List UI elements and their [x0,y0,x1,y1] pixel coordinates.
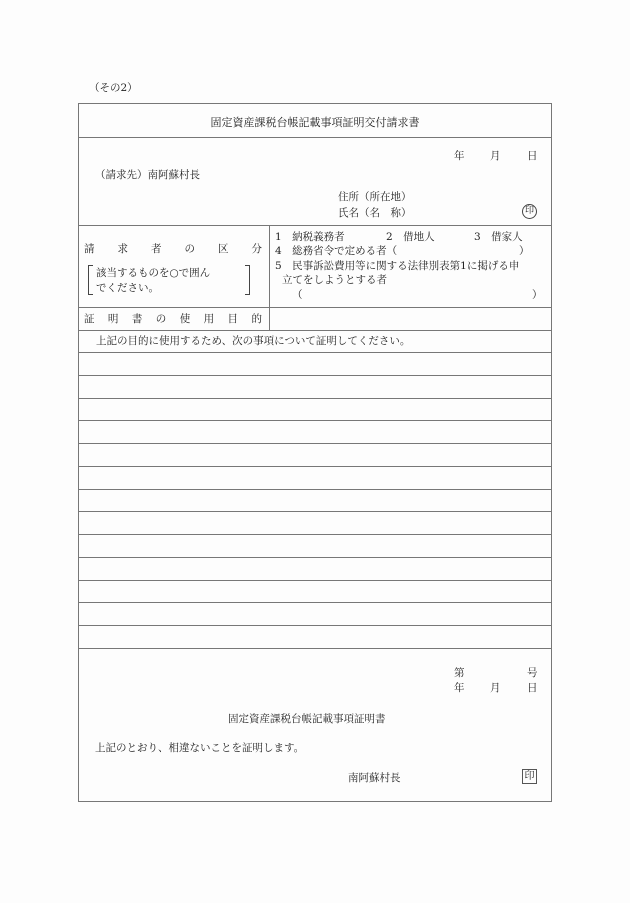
blank-row[interactable] [80,535,550,556]
table-bottom-border [78,801,552,802]
address-label: 住所（所在地） [338,191,412,203]
blank-row[interactable] [80,353,550,374]
category-note-line1: 該当するものを○で囲ん [96,267,211,279]
column-divider [269,225,270,330]
label-char: 証 [84,313,95,325]
certificate-statement: 上記のとおり、相違ないことを証明します。 [95,742,305,754]
option-ministry-ordinance-close: ） [519,245,530,257]
address-field[interactable] [420,186,520,200]
date-month: 月 [490,150,501,162]
name-field[interactable] [420,203,515,217]
date-day: 日 [527,682,538,694]
addressee: （請求先）南阿蘇村長 [95,169,200,181]
table-top-border [78,103,552,104]
blank-row[interactable] [80,490,550,511]
option-taxpayer[interactable]: 1 納税義務者 [275,231,345,243]
date-year: 年 [454,150,465,162]
number-prefix: 第 [454,667,465,679]
request-statement: 上記の目的に使用するため、次の事項について証明してください。 [96,335,411,347]
option-civil-procedure-cont: 立てをしようとする者 [282,274,387,286]
page-label: （その2） [89,82,138,94]
blank-row[interactable] [80,376,550,397]
label-char: 目 [227,313,239,325]
divider [78,307,552,308]
label-char: 明 [107,313,119,325]
bracket-right [245,265,250,295]
divider [78,137,552,138]
blank-row[interactable] [80,603,550,624]
table-right-border [551,103,552,802]
blank-row[interactable] [80,444,550,465]
label-char: 者 [151,243,162,255]
label-char: 区 [218,243,229,255]
purpose-field[interactable] [272,309,550,329]
form-title: 固定資産課税台帳記載事項証明交付請求書 [210,116,420,129]
blank-row[interactable] [80,558,550,579]
seal-icon: 印 [522,769,537,784]
date-month: 月 [490,682,501,694]
number-suffix: 号 [527,667,538,679]
option-civil-procedure[interactable]: 5 民事訴訟費用等に関する法律別表第1に掲げる申 [275,260,520,272]
blank-row[interactable] [80,581,550,602]
name-label: 氏名（名 称） [338,207,412,219]
table-left-border [78,103,79,802]
blank-row[interactable] [80,512,550,533]
option-land-lessee[interactable]: 2 借地人 [386,231,435,243]
label-char: 分 [251,243,262,255]
requester-category-label [84,241,262,256]
date-year: 年 [454,682,465,694]
label-char: 求 [117,243,128,255]
blank-row[interactable] [80,421,550,442]
blank-row[interactable] [80,626,550,647]
option-house-lessee[interactable]: 3 借家人 [474,231,523,243]
option-civil-procedure-close: ） [532,289,543,301]
category-note-line2: でください。 [96,282,159,294]
divider [78,225,552,226]
option-ministry-ordinance[interactable]: 4 総務省令で定める者（ [275,245,398,257]
label-char: の [155,313,167,325]
bracket-left [88,265,93,295]
certificate-title: 固定資産課税台帳記載事項証明書 [228,713,386,725]
blank-row[interactable] [80,467,550,488]
label-char: 書 [131,313,143,325]
option-civil-procedure-open: （ [292,289,303,301]
date-day: 日 [527,150,538,162]
label-char: の [184,243,195,255]
label-char: 使 [179,313,191,325]
label-char: 的 [251,313,262,325]
label-char: 請 [84,243,95,255]
blank-row[interactable] [80,399,550,420]
purpose-label [84,311,262,326]
seal-icon: 印 [522,204,537,219]
label-char: 用 [203,313,215,325]
certificate-issuer: 南阿蘇村長 [348,772,401,784]
divider [78,330,552,331]
